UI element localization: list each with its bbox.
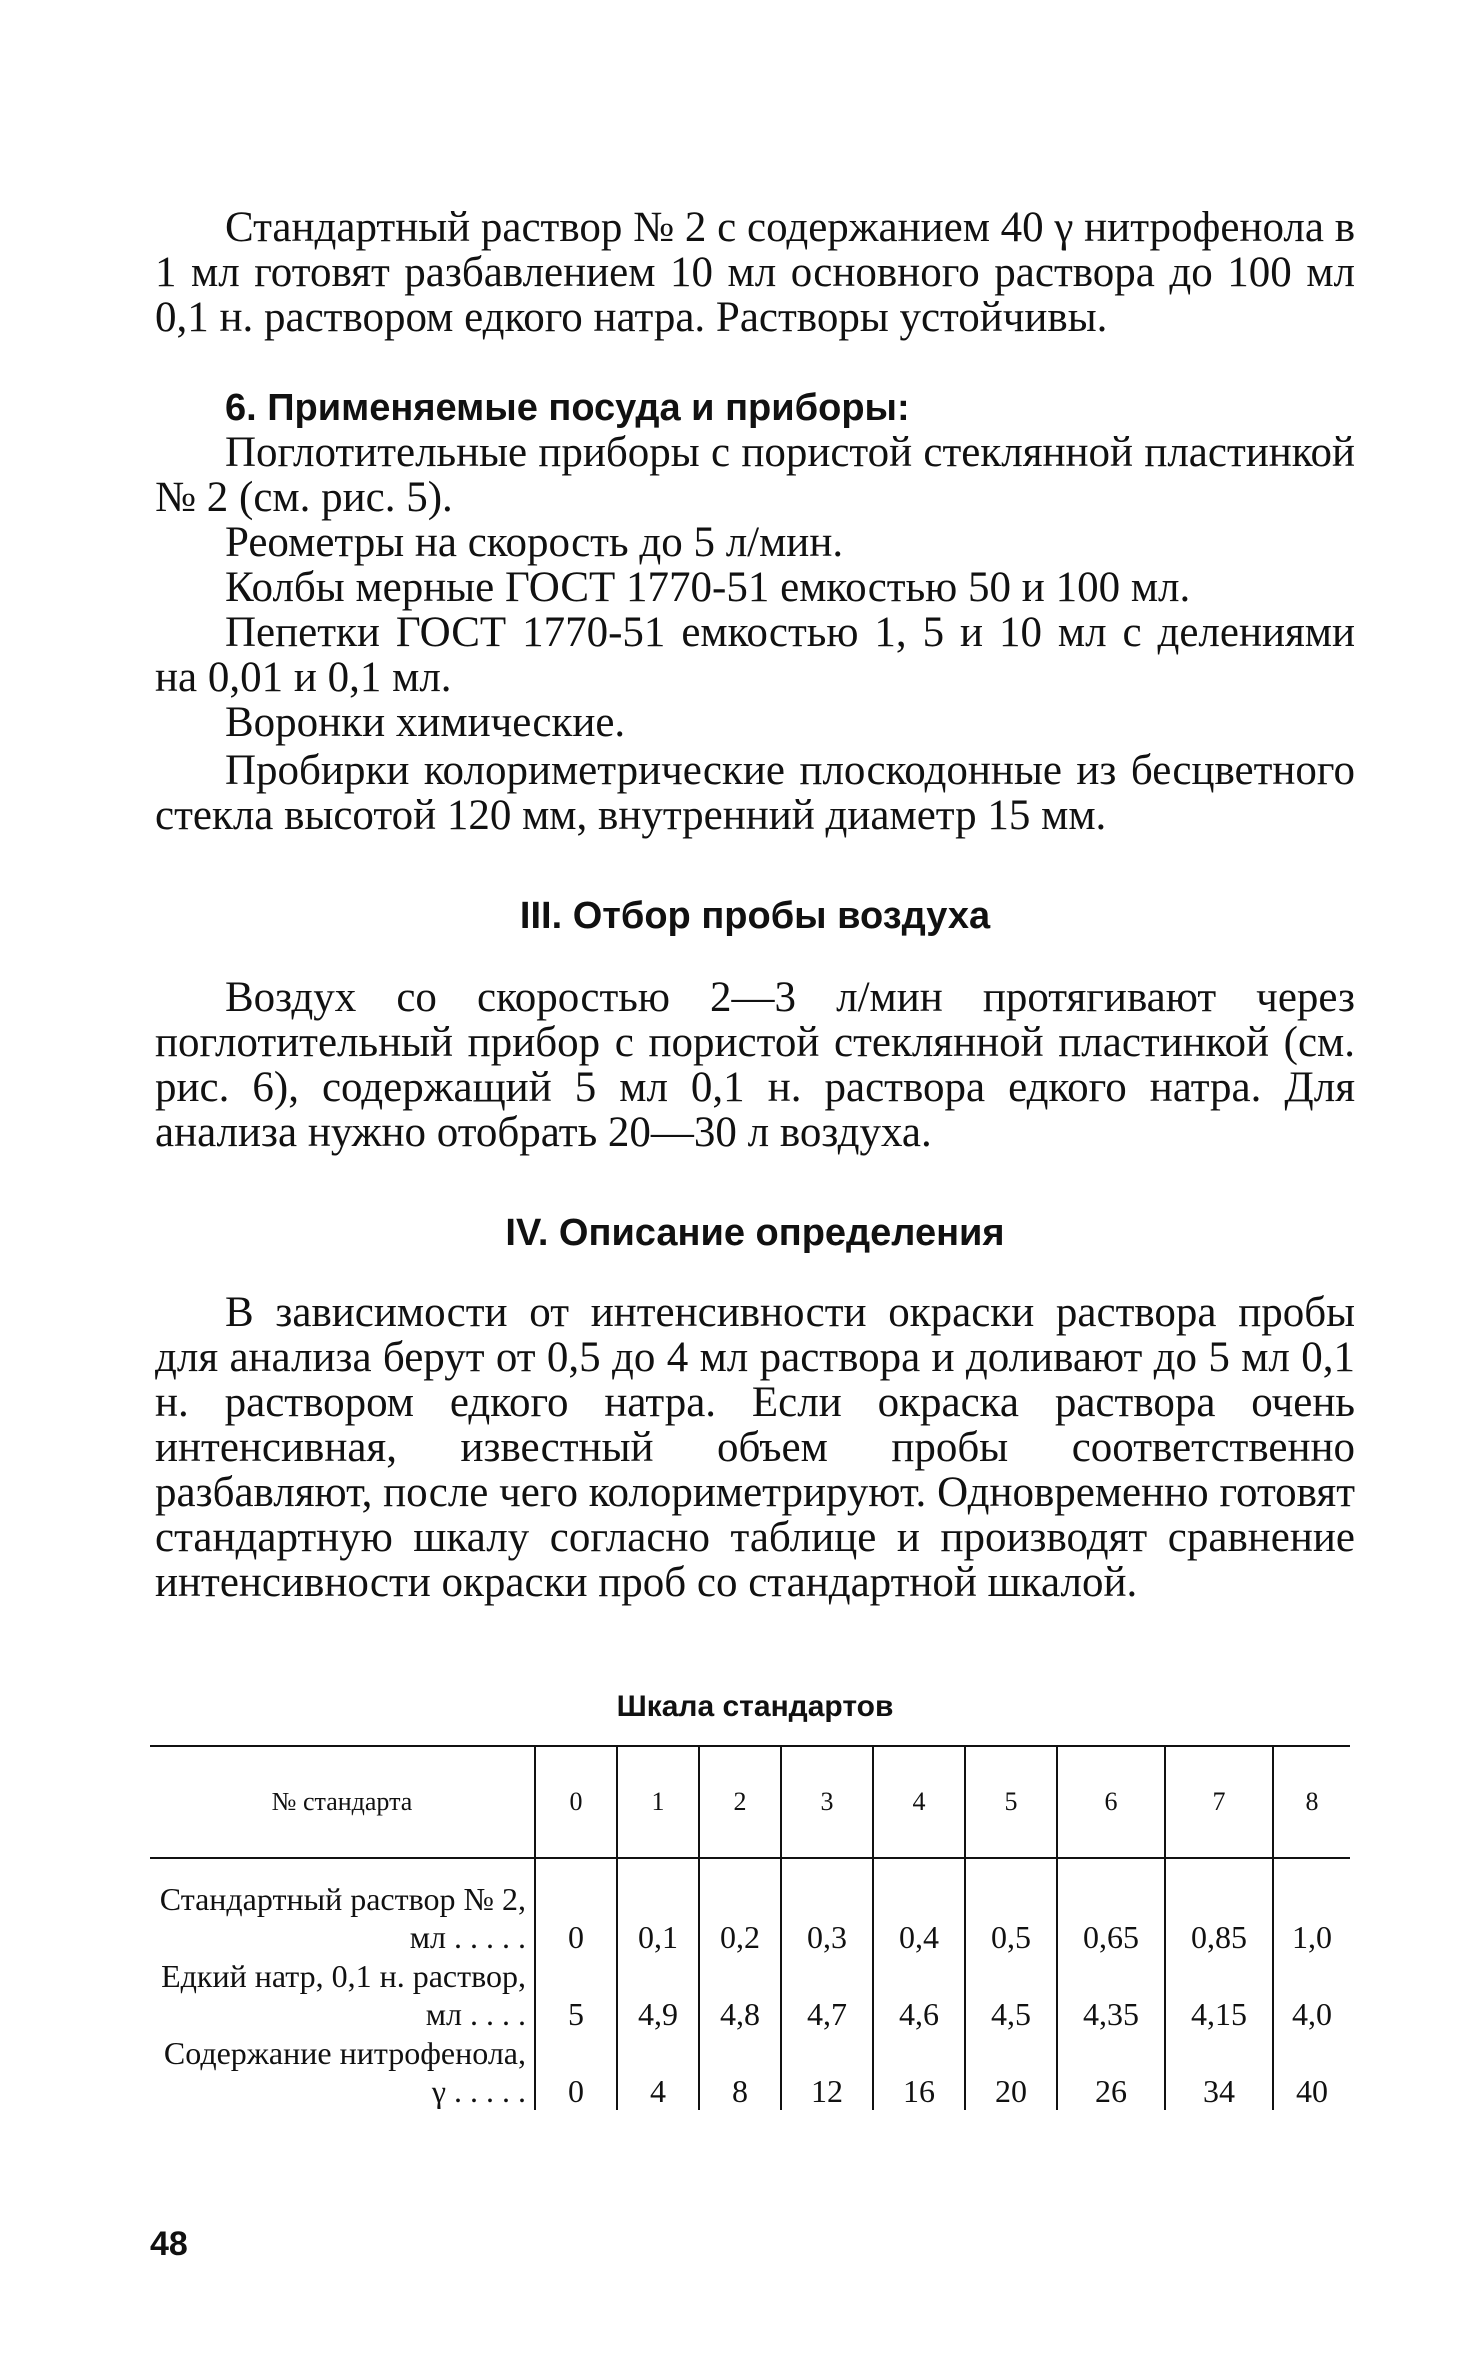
- table-cell: 16: [873, 2033, 965, 2110]
- section-4-heading: IV. Описание определения: [505, 1212, 1005, 1254]
- table-cell: 0,3: [781, 1858, 873, 1956]
- table-cell: 0,1: [617, 1858, 699, 1956]
- table-cell: 4,15: [1165, 1956, 1273, 2033]
- table-header-cell: 5: [965, 1746, 1057, 1858]
- page-number: 48: [150, 2225, 188, 2263]
- table-cell: 34: [1165, 2033, 1273, 2110]
- table-cell: 0,65: [1057, 1858, 1165, 1956]
- table-cell: 0,5: [965, 1858, 1057, 1956]
- table-cell: 0: [535, 2033, 617, 2110]
- table-header-cell: 7: [1165, 1746, 1273, 1858]
- table-cell: 4: [617, 2033, 699, 2110]
- table-header-cell: 8: [1273, 1746, 1350, 1858]
- row-label: Стандартный раствор № 2, мл . . . . .: [159, 1881, 526, 1955]
- list-item: Пробирки колориметрические плоскодонные из бесцветного стекла высотой 120 мм, внутренний диаметр 15 мм.: [155, 747, 1355, 839]
- table-cell: 0,85: [1165, 1858, 1273, 1956]
- table-cell: 4,35: [1057, 1956, 1165, 2033]
- table-title: Шкала стандартов: [616, 1690, 894, 1723]
- table-row: [150, 1858, 1350, 1956]
- section-6-heading: 6. Применяемые посуда и приборы:: [225, 387, 910, 429]
- table-row: [150, 2033, 1350, 2110]
- list-item: Пепетки ГОСТ 1770-51 емкостью 1, 5 и 10 мл с делениями на 0,01 и 0,1 мл.: [155, 609, 1355, 701]
- table-header-cell: 1: [617, 1746, 699, 1858]
- table-row: [150, 1956, 1350, 2033]
- table-header-cell: 0: [535, 1746, 617, 1858]
- table-cell: 4,8: [699, 1956, 781, 2033]
- table-header-row: [150, 1746, 1350, 1858]
- table-cell: 4,7: [781, 1956, 873, 2033]
- table-header-cell: 2: [699, 1746, 781, 1858]
- table-header-cell: 3: [781, 1746, 873, 1858]
- list-item: Колбы мерные ГОСТ 1770-51 емкостью 50 и 100 мл.: [225, 564, 1191, 611]
- table-header-label: № стандарта: [150, 1746, 535, 1858]
- table-cell: 4,9: [617, 1956, 699, 2033]
- table-cell: 26: [1057, 2033, 1165, 2110]
- table-cell: 8: [699, 2033, 781, 2110]
- section-3-heading: III. Отбор пробы воздуха: [519, 895, 991, 937]
- list-item: Воронки химические.: [225, 699, 626, 746]
- paragraph-standard-solution: Стандартный раствор № 2 с содержанием 40 γ нитрофенола в 1 мл готовят разбавлением 10 мл основного раствора до 100 мл 0,1 н. раствором едкого натра. Растворы устойчивы.: [155, 204, 1355, 341]
- table-cell: 4,5: [965, 1956, 1057, 2033]
- list-item: Реометры на скорость до 5 л/мин.: [225, 519, 844, 566]
- table-cell: 0,2: [699, 1858, 781, 1956]
- row-label: Содержание нитрофенола, γ . . . . .: [163, 2035, 526, 2109]
- table-cell: 0,4: [873, 1858, 965, 1956]
- table-header-cell: 4: [873, 1746, 965, 1858]
- table-header-cell: 6: [1057, 1746, 1165, 1858]
- table-cell: 1,0: [1273, 1858, 1350, 1956]
- section-3-text: Воздух со скоростью 2—3 л/мин протягивают через поглотительный прибор с пористой стеклянной пластинкой (см. рис. 6), содержащий 5 мл 0,1 н. раствора едкого натра. Для анализа нужно отобрать 20—30 л воздуха.: [155, 974, 1355, 1156]
- table-cell: 0: [535, 1858, 617, 1956]
- table-cell: 4,0: [1273, 1956, 1350, 2033]
- row-label: Едкий натр, 0,1 н. раствор, мл . . . .: [161, 1958, 526, 2032]
- standards-table: [150, 1745, 1350, 2110]
- table-cell: 20: [965, 2033, 1057, 2110]
- table-cell: 12: [781, 2033, 873, 2110]
- list-item: Поглотительные приборы с пористой стеклянной пластинкой № 2 (см. рис. 5).: [155, 429, 1355, 521]
- table-cell: 5: [535, 1956, 617, 2033]
- section-4-text: В зависимости от интенсивности окраски раствора пробы для анализа берут от 0,5 до 4 мл раствора и доливают до 5 мл 0,1 н. раствором едкого натра. Если окраска раствора очень интенсивная, известный объем пробы соответственно разбавляют, после чего колориметрируют. Одновременно готовят стандартную шкалу согласно таблице и производят сравнение интенсивности окраски проб со стандартной шкалой.: [155, 1289, 1355, 1606]
- table-cell: 4,6: [873, 1956, 965, 2033]
- table-cell: 40: [1273, 2033, 1350, 2110]
